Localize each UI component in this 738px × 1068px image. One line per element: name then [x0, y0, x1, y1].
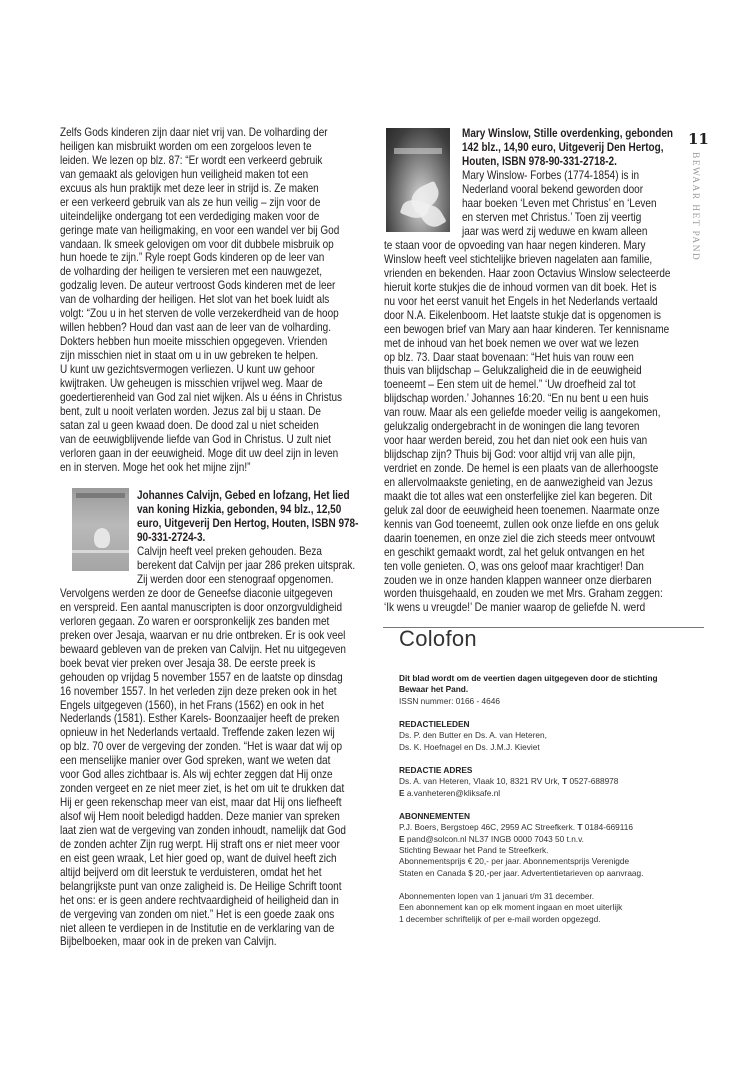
- abo-text: P.J. Boers, Bergstoep 46C, 2959 AC Streefkerk.: [399, 822, 576, 833]
- text-line: verloren gaan in der eeuwigheid. Moge dit uw deel zijn in leven: [60, 445, 339, 460]
- text-line: van gemaakt als gelovigen hun veiligheid maken tot een: [60, 166, 309, 181]
- text-line: en geschikt gemaakt wordt, zal het geluk ontvangen en het: [384, 544, 645, 559]
- text-line: goedertierenheid van God zal niet wijken. Als u ééns in Christus: [60, 389, 343, 404]
- text-line: 142 blz., 14,90 euro, Uitgeverij Den Hertog,: [462, 139, 664, 154]
- left-paragraph: [60, 126, 342, 474]
- abo-line: [399, 822, 658, 833]
- winslow-book-intro: [462, 169, 657, 239]
- text-line: Vervolgens werden ze door de Geneefse diaconie uitgegeven: [60, 586, 333, 600]
- text-line: 16 november 1557. In het verleden zijn deze preken ook in het: [60, 683, 337, 698]
- text-line: worden thuisgehaald, en zouden we met Mrs. Graham zeggen:: [384, 586, 663, 601]
- phone-label: T: [577, 822, 583, 833]
- abo-email-line: [399, 834, 658, 845]
- text-line: kwijtraken. Uw geheugen is misschien vrijwel weg. Maar de: [60, 375, 323, 390]
- text-line: verloren gegaan. Zo waren er oorspronkelijk zes banden met: [60, 613, 330, 628]
- text-line: gehouden op vrijdag 5 november 1557 en de laatste op dinsdag: [60, 669, 343, 684]
- abo-line: Staten en Canada $ 20,-per jaar. Advertentietarieven op aanvraag.: [399, 867, 644, 878]
- redactieleden-heading: REDACTIELEDEN: [399, 718, 470, 729]
- text-line: de zonden achter Zijn rug werpt. Hij straft ons er niet meer voor: [60, 836, 340, 851]
- text-line: zijn misschien niet in staat om u in uw gebreken te helpen.: [60, 348, 319, 362]
- text-line: daarin toenemen, en onze ziel die zich steeds meer ontvouwt: [384, 530, 655, 545]
- text-line: Zelfs Gods kinderen zijn daar niet vrij van. De volharding der: [60, 125, 328, 139]
- text-line: jaar was werd zij weduwe en kwam alleen: [462, 223, 648, 238]
- text-line: te staan voor de opvoeding van haar negen kinderen. Mary: [384, 238, 646, 252]
- running-title: BEWAAR HET PAND: [690, 152, 700, 262]
- text-line: Bijbelboeken, maar ook in de preken van Calvijn.: [60, 934, 277, 949]
- abo-email[interactable]: pand@solcon.nl NL37 INGB 0000 7043 50 t.n.v.: [406, 833, 584, 844]
- adres-email[interactable]: a.vanheteren@kliksafe.nl: [406, 787, 501, 798]
- terms-line: Abonnementen lopen van 1 januari t/m 31 december.: [399, 891, 595, 902]
- text-line: van koning Hizkia, gebonden, 94 blz., 12,50: [137, 501, 342, 516]
- text-line: zouden we in onze handen klappen wanneer onze dierbaren: [384, 572, 652, 587]
- book-cover-calvijn: [72, 488, 129, 571]
- text-line: door N.A. Eikelenboom. Het laatste stukje dat is opgenomen is: [384, 307, 662, 322]
- text-line: zonden vergeet en ze niet meer ziet, is het om uit te drukken dat: [60, 781, 345, 796]
- email-label: E: [399, 787, 405, 798]
- text-line: geringe mate van heiligmaking, en voor een wandel ver bij God: [60, 222, 340, 237]
- text-line: Calvijn heeft veel preken gehouden. Beza: [137, 544, 322, 558]
- text-line: boek bevat vier preken over Jesaja 38. De eerste preek is: [60, 655, 316, 670]
- text-line: op blz. 73. Daar staat bovenaan: “Het huis van rouw een: [384, 349, 634, 364]
- text-line: maakt die tot alles wat een onsterfelijke ziel kan begeren. Dit: [384, 488, 653, 503]
- text-line: en verspreid. Een aantal manuscripten is door onzorgvuldigheid: [60, 599, 343, 614]
- text-line: Houten, ISBN 978-90-331-2718-2.: [462, 153, 617, 168]
- text-line: voor God alles zichtbaar is. Als wij echter zeggen dat Hij onze: [60, 767, 333, 782]
- text-line: heiligen kan misbruikt worden om een zorgeloos leven te: [60, 138, 312, 153]
- text-line: Nederland vooral bekend geworden door: [462, 181, 644, 196]
- winslow-book-title: [462, 127, 673, 169]
- text-line: voor haar werden bereid, zou het dan niet ook een huis van: [384, 433, 648, 448]
- text-line: alsof wij Hem nooit beledigd hadden. Deze manier van spreken: [60, 809, 340, 823]
- text-line: U kunt uw gezichtsvermogen verliezen. U kunt uw gehoor: [60, 361, 315, 376]
- abonnementen-heading: ABONNEMENTEN: [399, 810, 470, 821]
- colofon-body: [399, 673, 658, 925]
- text-line: Engels uitgegeven (1560), in het Frans (1562) en ook in het: [60, 697, 324, 712]
- text-line: Mary Winslow- Forbes (1774-1854) is in: [462, 168, 640, 182]
- text-line: berekent dat Calvijn per jaar 286 preken uitsprak.: [137, 557, 356, 572]
- text-line: Zij werden door een stenograaf opgenomen.: [137, 571, 334, 586]
- text-line: van de eeuwigblijvende liefde van God in Christus. U zult niet: [60, 431, 331, 446]
- text-line: volgt: “Zou u in het sterven de volle verzekerdheid van de hoop: [60, 306, 339, 321]
- text-line: het ons: er is geen andere rechtvaardigheid of heiligheid dan in: [60, 892, 339, 907]
- text-line: bent, zult u nooit verlaten worden. Jezus zal bij u staan. De: [60, 403, 321, 418]
- issn: ISSN nummer: 0166 - 4646: [399, 695, 500, 706]
- text-line: altijd beijverd om dit leerstuk te verduisteren, omdat het het: [60, 864, 322, 879]
- text-line: hun hoede te zijn.” Ryle roept Gods kinderen op de leer van: [60, 250, 325, 265]
- text-line: euro, Uitgeverij Den Hertog, Houten, ISBN 978-: [137, 515, 359, 530]
- adres-text: Ds. A. van Heteren, Vlaak 10, 8321 RV Urk,: [399, 776, 560, 787]
- text-line: de volharding der heiligen te versieren met een nauwgezet,: [60, 264, 323, 279]
- text-line: een bewogen brief van Mary aan haar kinderen. Ter kennisname: [384, 321, 670, 336]
- text-line: Johannes Calvijn, Gebed en lofzang, Het lied: [137, 488, 350, 502]
- book-cover-winslow: [386, 128, 450, 232]
- text-line: en eist geen wraak, Let hier goed op, want de duivel heeft zich: [60, 850, 337, 865]
- text-line: een menselijke manier over God spreken, want we weten dat: [60, 753, 331, 768]
- text-line: blijdschap worden.’ Johannes 16:20. “En nu bent u een huis: [384, 391, 649, 406]
- text-line: Mary Winslow, Stille overdenking, gebonden: [462, 126, 673, 140]
- text-line: bewaard gebleven van de preken van Calvijn. Het nu uitgegeven: [60, 641, 346, 656]
- text-line: uiteindelijke ondergang tot een verdediging maken voor de: [60, 208, 320, 223]
- bird-image: [94, 528, 110, 548]
- text-line: kennis van God toeneemt, zullen ook onze liefde en ons geluk: [384, 516, 659, 531]
- adres-email-line: [399, 788, 658, 799]
- text-line: hieruit korte stukjes die de inhoud vormen van dit boek. Het is: [384, 279, 657, 294]
- adres-phone: 0527-688978: [569, 776, 619, 787]
- calvijn-book-intro: [137, 545, 355, 587]
- text-line: er een verkeerd gebruik van als ze hun veilig – zijn voor de: [60, 194, 321, 209]
- text-line: nu voor het eerst vanuit het Engels in het Nederlands vertaald: [384, 293, 658, 308]
- text-line: haar boeken ‘Leven met Christus’ en ‘Leven: [462, 195, 657, 210]
- calvijn-book-body: [60, 587, 346, 949]
- adres-line: [399, 776, 658, 787]
- text-line: thuis van blijdschap – Gelukzaligheid die in de eeuwigheid: [384, 363, 642, 378]
- text-line: van de volharding der heiligen. Het slot van het boek luidt als: [60, 292, 330, 307]
- abo-line: Stichting Bewaar het Pand te Streefkerk.: [399, 845, 549, 856]
- colofon-title: Colofon: [399, 626, 477, 651]
- abo-line: Abonnementsprijs € 20,- per jaar. Abonnementsprijs Verenigde: [399, 856, 630, 867]
- text-line: Dokters hebben hun moeite misschien opgegeven. Vrienden: [60, 334, 328, 349]
- text-line: de vergeving van zonden om niet.” Het is een goede zaak ons: [60, 906, 335, 921]
- colofon-intro: Dit blad wordt om de veertien dagen uitgegeven door de stichting: [399, 673, 658, 683]
- text-line: ten volle genieten. O, was ons geloof maar krachtiger! Dan: [384, 558, 644, 573]
- redactieleden-line: Ds. P. den Butter en Ds. A. van Heteren,: [399, 730, 547, 741]
- text-line: belangrijkste punt van onze zaligheid is. De Heilige Schrift toont: [60, 878, 342, 893]
- text-line: gelukzalig ondergebracht in de woningen die lang tevoren: [384, 419, 640, 434]
- adres-heading: REDACTIE ADRES: [399, 764, 473, 775]
- redactieleden-line: Ds. K. Hoefnagel en Ds. J.M.J. Kieviet: [399, 741, 540, 752]
- text-line: en in sterven. Moge het ook het mijne zijn!”: [60, 459, 251, 474]
- text-line: en sterven met Christus.’ Toen zij veertig: [462, 209, 642, 224]
- text-line: en allervolmaakste genieting, en de aanwezigheid van Jezus: [384, 474, 653, 489]
- text-line: verdriet en zonde. De hemel is een plaats van de allerhoogste: [384, 461, 659, 475]
- terms-line: Een abonnement kan op elk moment ingaan en moet uiterlijk: [399, 902, 623, 913]
- terms-line: 1 december schriftelijk of per e-mail worden opgezegd.: [399, 913, 601, 924]
- text-line: excuus als hun praktijk met deze leer in strijd is. Ze maken: [60, 180, 319, 195]
- phone-label: T: [562, 776, 568, 787]
- text-line: Winslow heeft veel stichtelijke brieven nagelaten aan familie,: [384, 251, 653, 266]
- text-line: Hij er geen rekenschap meer van eist, maar dat Hij ons liefheeft: [60, 795, 342, 810]
- text-line: ‘Ik wens u vreugde!’ De manier waarop de geliefde N. werd: [384, 600, 646, 615]
- text-line: vandaan. Ik smeek gelovigen om voor dit dubbele misbruik op: [60, 236, 334, 251]
- text-line: Nederlands (1581). Esther Karels- Boonzaaijer heeft de preken: [60, 711, 340, 726]
- text-line: toeneemt – Een stem uit de hemel.” ‘Uw droefheid zal tot: [384, 377, 636, 392]
- text-line: opnieuw in het Nederlands vertaald. Treffende zaken lezen wij: [60, 725, 335, 740]
- text-line: godzalig leven. De auteur vertroost Gods kinderen met de leer: [60, 278, 336, 293]
- text-line: leiden. We lezen op blz. 87: “Er wordt een verkeerd gebruik: [60, 152, 323, 167]
- text-line: niet alleen te verdiepen in de Institutie en de verklaring van de: [60, 920, 335, 935]
- text-line: met de inhoud van het boek nemen we over wat we lezen: [384, 335, 639, 350]
- text-line: geluk zal door de eeuwigheid heen toenemen. Naarmate onze: [384, 502, 660, 517]
- email-label: E: [399, 833, 405, 844]
- text-line: preken over Jesaja, waarvan er nu drie ontbreken. Er is ook veel: [60, 627, 346, 642]
- text-line: laat zien wat de vergeving van zonden inhoudt, namelijk dat God: [60, 822, 346, 837]
- winslow-book-body: [384, 239, 670, 615]
- text-line: 90-331-2724-3.: [137, 529, 206, 544]
- abo-phone: 0184-669116: [584, 822, 634, 833]
- calvijn-book-title: [137, 489, 358, 545]
- colofon-intro: Bewaar het Pand.: [399, 684, 469, 695]
- text-line: blijdschap zijn? Thuis bij God: voor altijd vrij van alle pijn,: [384, 447, 636, 462]
- text-line: vrienden en bekenden. Haar zoon Octavius Winslow selecteerde: [384, 265, 671, 280]
- text-line: willen hebben? Houd dan vast aan de leer van de volharding.: [60, 320, 331, 335]
- page-number: 11: [688, 130, 709, 148]
- text-line: op blz. 70 over de vergeving der zonden. “Het is waar dat wij op: [60, 739, 343, 754]
- text-line: van rouw. Maar als een geliefde moeder veilig is aangekomen,: [384, 405, 661, 420]
- text-line: satan zal u geen kwaad doen. De dood zal u niet scheiden: [60, 417, 319, 432]
